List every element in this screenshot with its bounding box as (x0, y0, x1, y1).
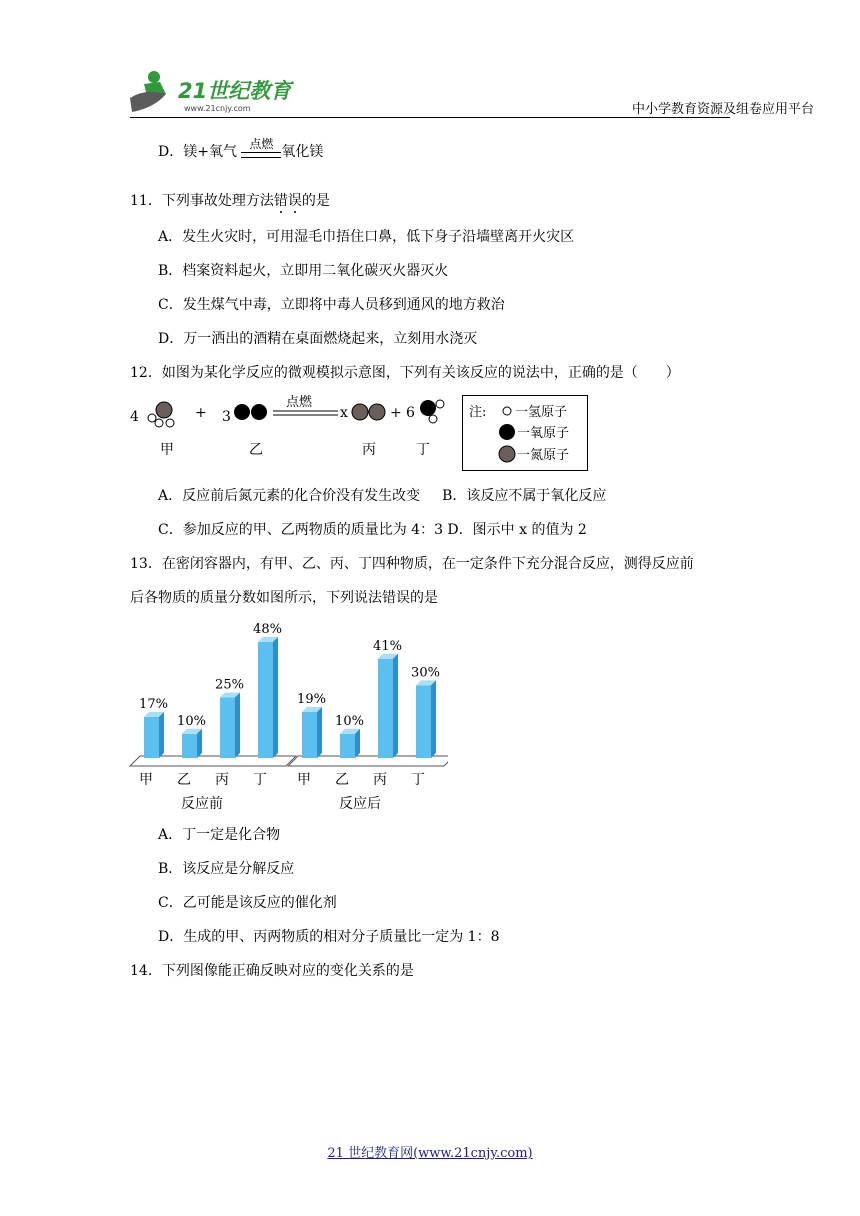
category-label: 甲 (139, 772, 153, 788)
q10-option-d (158, 137, 324, 166)
chart-title: 反应前 (181, 796, 223, 812)
data-label: 10% (335, 713, 364, 729)
q12-option-a: A．反应前后氮元素的化合价没有发生改变 (158, 488, 421, 504)
data-label: 30% (411, 665, 440, 681)
data-label: 17% (139, 696, 168, 712)
q13-option-b: B．该反应是分解反应 (158, 861, 295, 877)
option-label: D． (158, 144, 184, 160)
product: 氧化镁 (281, 144, 324, 160)
category-label: 丁 (253, 772, 267, 788)
category-label: 丙 (215, 772, 229, 788)
q12-options-row1 (158, 487, 606, 505)
q11-option-d: D．万一洒出的酒精在桌面燃烧起来，立刻用水浇灭 (158, 331, 478, 347)
reaction-diagram (128, 392, 458, 462)
legend-title: 注: (469, 405, 487, 420)
q11-option-a: A．发生火灾时，可用湿毛巾捂住口鼻，低下身子沿墙壁离开火灾区 (158, 229, 575, 245)
q12-options-row2: C．参加反应的甲、乙两物质的质量比为 4：3 D．图示中 x 的值为 2 (158, 522, 587, 538)
label-bing: 丙 (362, 442, 376, 458)
runner-icon (130, 71, 166, 112)
q13-option-d: D．生成的甲、丙两物质的相对分子质量比一定为 1：8 (158, 929, 500, 945)
reaction-condition: 点燃 (249, 137, 274, 151)
q13-option-c: C．乙可能是该反应的催化剂 (158, 895, 337, 911)
label-yi: 乙 (249, 442, 263, 458)
equal-bars (241, 152, 281, 158)
bar-side (317, 707, 322, 758)
footer-link[interactable]: 21 世纪教育网(www.21cnjy.com) (327, 1146, 533, 1161)
coef-bing: x (340, 405, 348, 421)
bar (416, 685, 431, 758)
bar (144, 717, 159, 758)
bar (258, 642, 273, 758)
category-label: 丁 (411, 772, 425, 788)
stem-text: 的是 (301, 193, 330, 209)
bar-side (431, 680, 436, 758)
logo-url: www.21cnjy.com (184, 104, 251, 113)
q12-option-b: B．该反应不属于氧化反应 (442, 488, 607, 504)
q13-option-a: A．丁一定是化合物 (158, 827, 281, 843)
data-label: 10% (177, 713, 206, 729)
water-molecule (420, 400, 444, 423)
q11-option-b: B．档案资料起火，立即用二氧化碳灭火器灭火 (158, 263, 449, 279)
header-divider (130, 117, 730, 118)
bar (340, 734, 355, 758)
oxygen-molecule (234, 404, 267, 420)
bar (302, 712, 317, 758)
legend-oxygen: 一氧原子 (517, 426, 570, 441)
category-label: 丙 (373, 772, 387, 788)
legend-nitrogen: 一氮原子 (517, 448, 570, 463)
mass-fraction-charts (128, 612, 448, 817)
q13-stem-line1: 13．在密闭容器内，有甲、乙、丙、丁四种物质，在一定条件下充分混合反应，测得反应前 (130, 556, 694, 572)
plus-sign: + (195, 405, 207, 421)
label-jia: 甲 (160, 442, 174, 458)
q14-stem: 14．下列图像能正确反映对应的变化关系的是 (130, 963, 414, 979)
emphasis-char: 误 (287, 193, 302, 209)
data-label: 41% (373, 638, 402, 654)
coef-jia: 4 (130, 409, 139, 425)
nitrogen-molecule (352, 404, 385, 420)
bar-side (197, 729, 202, 758)
chart-title: 反应后 (339, 796, 381, 812)
plus-sign: + (390, 405, 402, 421)
q11-option-c: C．发生煤气中毒，立即将中毒人员移到通风的地方救治 (158, 297, 505, 313)
reactants: 镁+氧气 (183, 144, 237, 160)
data-label: 19% (297, 692, 326, 708)
reaction-condition: 点燃 (286, 395, 313, 410)
ammonia-molecule (148, 402, 174, 427)
q11-stem (130, 192, 330, 210)
bar-side (355, 729, 360, 758)
label-ding: 丁 (416, 442, 430, 458)
logo-text: 21世纪教育 (178, 79, 292, 103)
legend-hydrogen: 一氢原子 (515, 405, 568, 420)
atom-legend (462, 395, 588, 471)
category-label: 乙 (335, 772, 349, 788)
coef-yi: 3 (222, 409, 231, 425)
q12-stem: 12．如图为某化学反应的微观模拟示意图，下列有关该反应的说法中，正确的是（ ） (130, 365, 680, 381)
site-logo (126, 68, 301, 116)
bar-side (235, 693, 240, 759)
data-label: 25% (215, 677, 244, 693)
q13-stem-line2: 后各物质的质量分数如图所示，下列说法错误的是 (130, 590, 438, 606)
bar (378, 659, 393, 758)
category-label: 甲 (297, 772, 311, 788)
coef-ding: 6 (406, 405, 415, 421)
stem-text: 下列事故处理方法 (161, 193, 274, 209)
emphasis-char: 错 (273, 193, 288, 209)
bar-side (393, 654, 398, 758)
bar-side (273, 637, 278, 758)
data-label: 48% (253, 621, 282, 637)
bar-side (159, 712, 164, 758)
bar (220, 698, 235, 759)
reaction-arrow (241, 138, 281, 158)
platform-title: 中小学教育资源及组卷应用平台 (632, 102, 815, 117)
bar (182, 734, 197, 758)
question-number: 11． (130, 193, 162, 209)
category-label: 乙 (177, 772, 191, 788)
